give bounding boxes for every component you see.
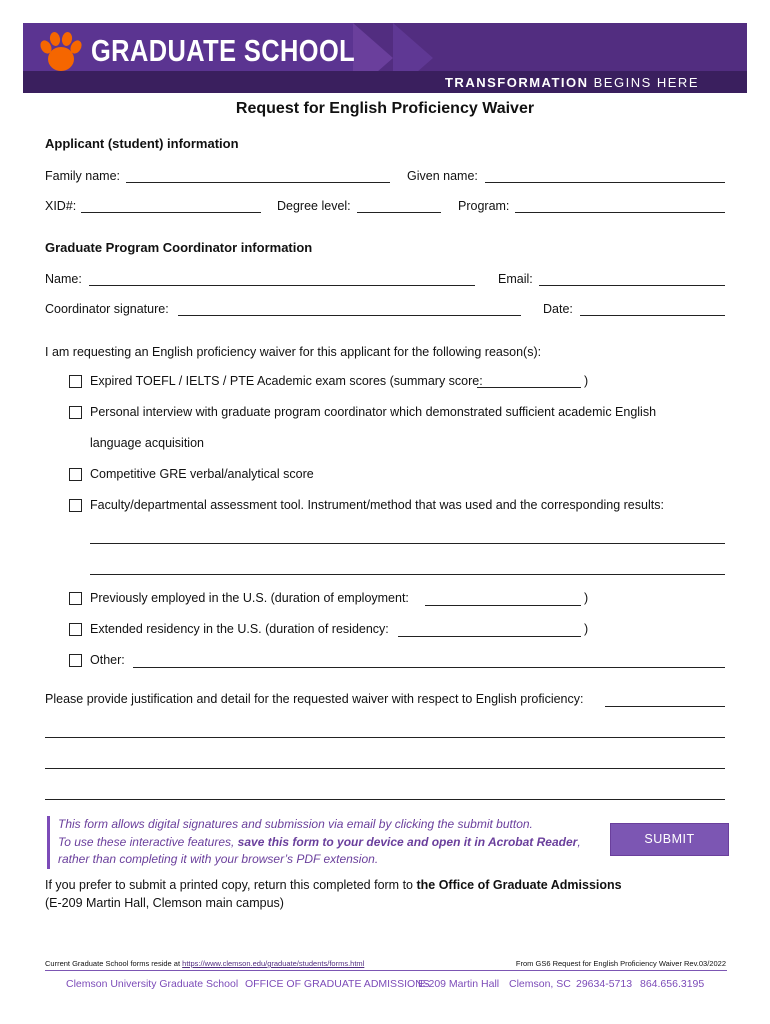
reason-other: Other: — [90, 653, 125, 667]
footer-zip: 29634-5713 — [576, 978, 633, 990]
justification-label: Please provide justification and detail for the requested waiver with respect to English proficiency: — [45, 692, 584, 706]
justification-field-0[interactable] — [605, 706, 725, 707]
signature-label: Coordinator signature: — [45, 302, 169, 316]
reason-residency-us: Extended residency in the U.S. (duration of residency: — [90, 622, 389, 636]
reason-employed-us: Previously employed in the U.S. (duration of employment: — [90, 591, 409, 605]
footer-address: E-209 Martin Hall — [418, 978, 500, 990]
reasons-intro: I am requesting an English proficiency waiver for this applicant for the following reason(s): — [45, 345, 542, 359]
printed-copy-text: If you prefer to submit a printed copy, return this completed form to the Office of Graduate Admissions — [45, 878, 622, 892]
reason-assessment-tool: Faculty/departmental assessment tool. Instrument/method that was used and the corresponding results: — [90, 498, 664, 512]
coordinator-name-field[interactable] — [89, 285, 475, 286]
assessment-results-field-2[interactable] — [90, 574, 725, 575]
checkbox-expired-scores[interactable] — [69, 375, 82, 388]
forms-location-note: Current Graduate School forms reside at https://www.clemson.edu/graduate/students/forms.html — [45, 959, 365, 968]
given-name-label: Given name: — [407, 169, 478, 183]
date-field[interactable] — [580, 315, 725, 316]
coordinator-heading: Graduate Program Coordinator information — [45, 240, 313, 255]
checkbox-gre-score[interactable] — [69, 468, 82, 481]
checkbox-other[interactable] — [69, 654, 82, 667]
form-id: From GS6 Request for English Proficiency Waiver Rev.03/2022 — [515, 959, 726, 968]
family-name-field[interactable] — [126, 182, 390, 183]
employment-close-paren: ) — [584, 591, 589, 605]
checkbox-residency-us[interactable] — [69, 623, 82, 636]
summary-score-field[interactable] — [477, 387, 581, 388]
email-label: Email: — [498, 272, 533, 286]
signature-field[interactable] — [178, 315, 521, 316]
footer-phone: 864.656.3195 — [640, 978, 705, 990]
given-name-field[interactable] — [485, 182, 725, 183]
other-reason-field[interactable] — [133, 667, 725, 668]
forms-link[interactable]: https://www.clemson.edu/graduate/students/forms.html — [182, 959, 365, 968]
footer-office: OFFICE OF GRADUATE ADMISSIONS — [245, 978, 430, 990]
footer-divider — [45, 970, 727, 971]
coordinator-name-label: Name: — [45, 272, 82, 286]
program-label: Program: — [458, 199, 510, 213]
justification-field-3[interactable] — [45, 799, 725, 800]
checkbox-assessment-tool[interactable] — [69, 499, 82, 512]
tiger-paw-logo-icon — [37, 30, 83, 76]
date-label: Date: — [543, 302, 573, 316]
xid-label: XID#: — [45, 199, 77, 213]
reason-gre-score: Competitive GRE verbal/analytical score — [90, 467, 314, 481]
checkbox-personal-interview[interactable] — [69, 406, 82, 419]
checkbox-employed-us[interactable] — [69, 592, 82, 605]
form-title: Request for English Proficiency Waiver — [235, 100, 535, 117]
email-field[interactable] — [539, 285, 725, 286]
reason-expired-scores: Expired TOEFL / IELTS / PTE Academic exam scores (summary score: — [90, 374, 483, 388]
family-name-label: Family name: — [45, 169, 121, 183]
printed-copy-address: (E-209 Martin Hall, Clemson main campus) — [45, 896, 284, 910]
justification-field-2[interactable] — [45, 768, 725, 769]
applicant-heading: Applicant (student) information — [45, 136, 239, 151]
footer-city: Clemson, SC — [509, 978, 571, 990]
justification-field-1[interactable] — [45, 737, 725, 738]
residency-duration-field[interactable] — [398, 636, 581, 637]
reason-close-paren: ) — [584, 374, 589, 388]
header-banner — [23, 23, 747, 93]
tagline: TRANSFORMATION BEGINS HERE — [444, 75, 699, 90]
program-field[interactable] — [515, 212, 725, 213]
graduate-school-logo-text: GRADUATE SCHOOL — [91, 33, 356, 68]
reason-personal-interview-cont: language acquisition — [90, 436, 204, 450]
digital-submission-note: This form allows digital signatures and submission via email by clicking the submit button. To use these interactive features, save this form to your device and open it in Acrobat Reader, rather than completing it with your browser’s PDF extension. — [47, 816, 581, 869]
degree-level-label: Degree level: — [277, 199, 351, 213]
footer-org: Clemson University Graduate School — [66, 978, 239, 990]
xid-field[interactable] — [81, 212, 261, 213]
assessment-results-field-1[interactable] — [90, 543, 725, 544]
residency-close-paren: ) — [584, 622, 589, 636]
employment-duration-field[interactable] — [425, 605, 581, 606]
reason-personal-interview: Personal interview with graduate program coordinator which demonstrated sufficient academic English — [90, 405, 657, 419]
degree-level-field[interactable] — [357, 212, 441, 213]
submit-button[interactable]: SUBMIT — [610, 823, 729, 856]
